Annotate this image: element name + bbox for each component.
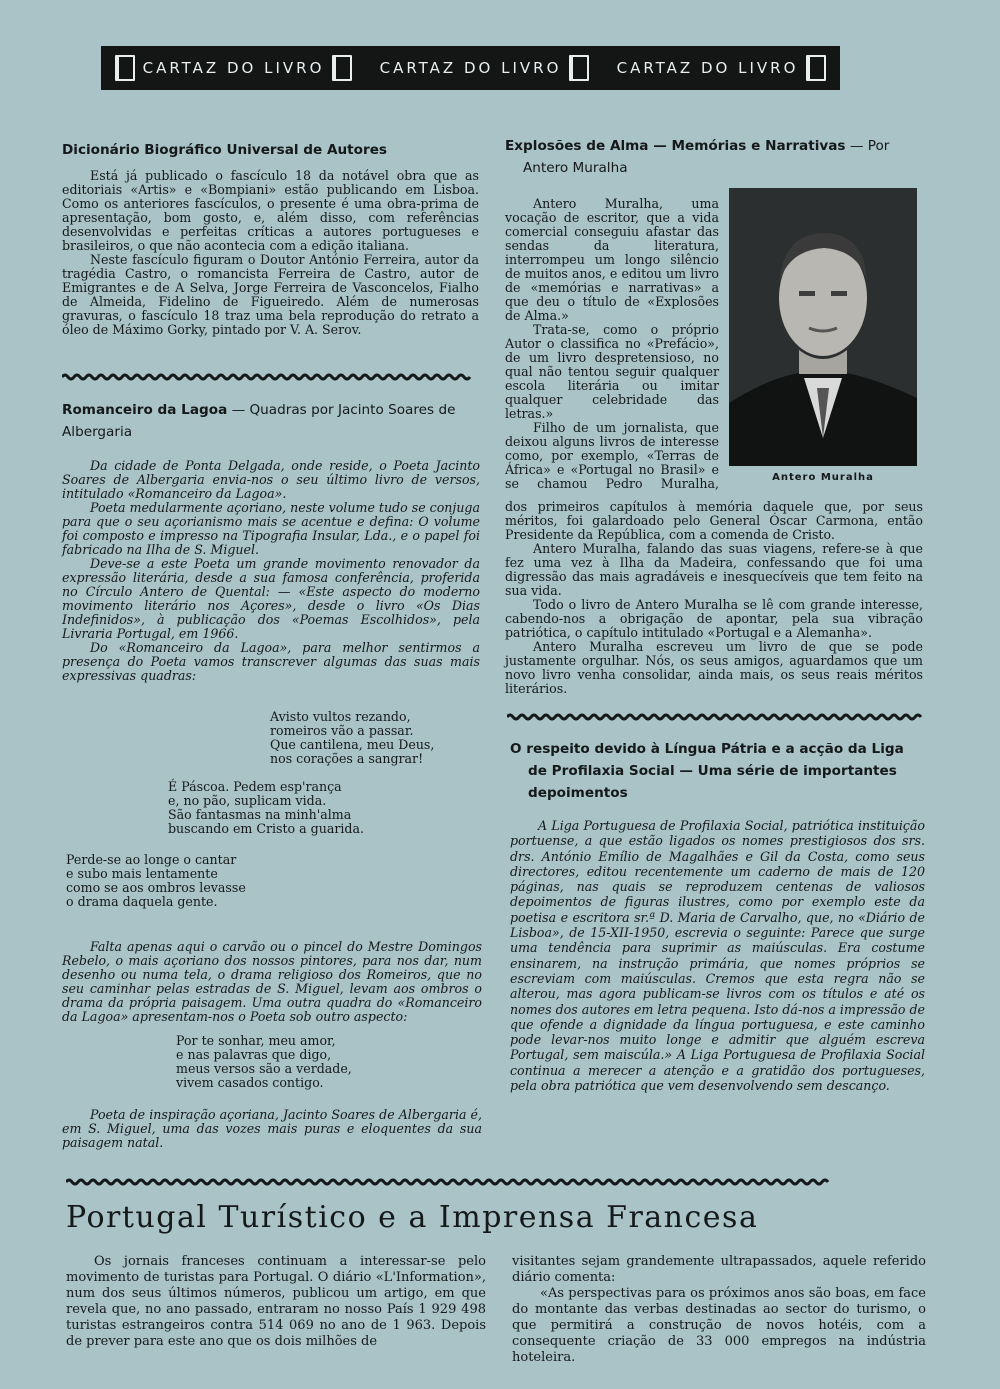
verse-line: Que cantilena, meu Deus, bbox=[270, 737, 435, 752]
book-icon bbox=[332, 55, 352, 81]
paragraph: Poeta medularmente açoriano, neste volume tudo se conjuga para que o seu açorianismo mais se acentue e defina: O volume foi composto e impresso na Tipografia Insular, Lda., e o papel foi fabricado na Ilha de S. Miguel. bbox=[62, 500, 480, 557]
romanceiro-ending bbox=[62, 1108, 482, 1150]
banner-segment bbox=[115, 55, 353, 81]
verse-line: e, no pão, suplicam vida. bbox=[168, 793, 327, 808]
photo-caption: Antero Muralha bbox=[772, 472, 874, 483]
divider-wave-wide bbox=[66, 1178, 926, 1186]
quatrain bbox=[66, 853, 246, 909]
verse-line: romeiros vão a passar. bbox=[270, 723, 414, 738]
paragraph: A Liga Portuguesa de Profilaxia Social, patriótica instituição portuense, a que estão ligados os nomes prestigiosos dos srs. drs. António Emílio de Magalhães e Gil da Costa, como seus directores, editou recentemente um caderno de mais de 120 páginas, nas quais se reproduzem centenas de valiosos depoimentos de figuras ilustres, como por exemplo este da poetisa e escritora sr.ª D. Maria de Carvalho, que, no «Diário de Lisboa», de 15-XII-1950, escrevia o seguinte: Parece que surge uma tendência para suprimir as maiúsculas. Era costume ensinarem, na instrução primária, que nomes próprios se escreviam com maiúsculas. Cremos que esta regra não se alterou, mas agora publicam-se livros com os títulos e até os nomes dos autores em letra pequena. Isto dá-nos a impressão de que ofende a dignidade da língua portuguesa, e este caminho pode levar-nos muito longe e admitir que alguém escreva Portugal, sem maiscúla.» A Liga Portuguesa de Profilaxia Social continua a merecer a atenção e a gratidão dos portugueses, pela obra patriótica que vem desenvolvendo sem descanço. bbox=[510, 818, 925, 1094]
verse-line: Avisto vultos rezando, bbox=[270, 709, 411, 724]
article-author: Antero Muralha bbox=[523, 160, 628, 176]
verse-line: Por te sonhar, meu amor, bbox=[176, 1033, 336, 1048]
verse-line: vivem casados contigo. bbox=[176, 1075, 324, 1090]
verse-line: Perde-se ao longe o cantar bbox=[66, 852, 237, 867]
paragraph: visitantes sejam grandemente ultrapassados, aquele referido diário comenta: bbox=[512, 1254, 926, 1285]
section-title: Portugal Turístico e a Imprensa Francesa bbox=[66, 1200, 759, 1235]
article-title bbox=[62, 399, 480, 443]
article-romanceiro bbox=[62, 399, 480, 683]
verse-line: como se aos ombros levasse bbox=[66, 880, 246, 895]
banner-segment bbox=[617, 55, 827, 81]
verse-line: São fantasmas na minh'alma bbox=[168, 807, 352, 822]
verse-line: É Páscoa. Pedem esp'rança bbox=[168, 779, 342, 794]
title-rest: — Quadras por Jacinto Soares de Albergaria bbox=[62, 402, 456, 440]
paragraph: Está já publicado o fascículo 18 da notável obra que as editoriais «Artis» e «Bompiani» estão publicando em Lisboa. Como os anteriores fascículos, o presente é uma obra-prima de apresentação, bom gosto, e, além disso, com referências desenvolvidas e perfeitas críticas a autores portugueses e brasileiros, o que não acontecia com a edição italiana. bbox=[62, 168, 479, 253]
verse-line: meus versos são a verdade, bbox=[176, 1061, 352, 1076]
quatrain bbox=[270, 710, 434, 766]
title-rest: — Por bbox=[845, 138, 890, 154]
banner-label: CARTAZ DO LIVRO bbox=[379, 59, 562, 77]
verse-line: o drama daquela gente. bbox=[66, 894, 218, 909]
article-title bbox=[510, 738, 925, 804]
divider-wave bbox=[62, 373, 480, 381]
romanceiro-continued bbox=[62, 940, 482, 1024]
portrait-illustration bbox=[729, 188, 917, 466]
paragraph: «As perspectivas para os próximos anos são boas, em face do montante das verbas destinadas ao sector do turismo, o que permitirá a construção de novos hotéis, com a consequente criação de 33 000 empregos na indústria hoteleira. bbox=[512, 1286, 926, 1365]
banner-segment bbox=[380, 55, 590, 81]
divider-wave bbox=[507, 713, 922, 721]
verse-line: buscando em Cristo a guarida. bbox=[168, 821, 364, 836]
banner-label: CARTAZ DO LIVRO bbox=[616, 59, 799, 77]
paragraph: Antero Muralha, uma vocação de escritor, que a vida comercial conseguiu afastar das sendas da literatura, interrompeu um longo silêncio de muitos anos, e editou um livro de «memórias e narrativas» a que deu o título de «Explosões de Alma.» bbox=[505, 196, 719, 323]
title-rest: — Uma série de importantes depoimentos bbox=[528, 763, 897, 801]
banner-label: CARTAZ DO LIVRO bbox=[142, 59, 325, 77]
title-bold: Explosões de Alma — Memórias e Narrativas bbox=[505, 138, 846, 154]
paragraph: Do «Romanceiro da Lagoa», para melhor sentirmos a presença do Poeta vamos transcrever algumas das suas mais expressivas quadras: bbox=[62, 640, 480, 683]
article-explosoes-narrow bbox=[505, 197, 719, 421]
title-bold: O respeito devido à Língua Pátria e a acção da Liga de Profilaxia Social bbox=[510, 741, 904, 779]
article-respeito bbox=[510, 738, 925, 1093]
cartaz-banner bbox=[101, 46, 840, 90]
article-title: Dicionário Biográfico Universal de Autores bbox=[62, 142, 388, 158]
article-explosoes-narrow2 bbox=[505, 421, 719, 491]
title-bold: Romanceiro da Lagoa bbox=[62, 402, 228, 418]
article-dicionario bbox=[62, 139, 479, 337]
paragraph: Antero Muralha escreveu um livro de que se pode justamente orgulhar. Nós, os seus amigos, aguardamos que um novo livro venha consolidar, ainda mais, os seus reais méritos literários. bbox=[505, 639, 923, 696]
paragraph: Todo o livro de Antero Muralha se lê com grande interesse, cabendo-nos a obrigação de apontar, pela sua vibração patriótica, o capítulo intitulado «Portugal e a Alemanha». bbox=[505, 597, 923, 640]
paragraph: Deve-se a este Poeta um grande movimento renovador da expressão literária, desde a sua famosa conferência, proferida no Círculo Antero de Quental: — «Este aspecto do moderno movimento literário nos Açores», desde o livro «Os Dias Indefinidos», à publicação dos «Poemas Escolhidos», pela Livraria Portugal, em 1966. bbox=[62, 556, 480, 641]
paragraph: Falta apenas aqui o carvão ou o pincel do Mestre Domingos Rebelo, o mais açoriano dos nossos pintores, para nos dar, num desenho ou numa tela, o drama religioso dos Romeiros, que no seu caminhar pelas estradas de S. Miguel, levam aos ombros o drama da própria paisagem. Uma outra quadra do «Romanceiro da Lagoa» apresentam-nos o Poeta sob outro aspecto: bbox=[62, 939, 482, 1024]
book-icon bbox=[806, 55, 826, 81]
quatrain bbox=[176, 1034, 352, 1090]
book-icon bbox=[569, 55, 589, 81]
paragraph: Neste fascículo figuram o Doutor António Ferreira, autor da tragédia Castro, o romancista Ferreira de Castro, autor de Emigrantes e de A Selva, Jorge Ferreira de Vasconcelos, Fialho de Almeida, Fidelino de Figueiredo. Além de numerosas gravuras, o fascículo 18 traz uma bela reprodução do retrato a óleo de Máximo Gorky, pintado por V. A. Serov. bbox=[62, 252, 479, 337]
paragraph: Poeta de inspiração açoriana, Jacinto Soares de Albergaria é, em S. Miguel, uma das vozes mais puras e eloquentes da sua paisagem natal. bbox=[62, 1107, 482, 1150]
paragraph: Da cidade de Ponta Delgada, onde reside, o Poeta Jacinto Soares de Albergaria envia-nos o seu último livro de versos, intitulado «Romanceiro da Lagoa». bbox=[62, 458, 480, 501]
paragraph: Antero Muralha, falando das suas viagens, refere-se à que fez uma vez à Ilha da Madeira, confessando que foi uma digressão das mais agradáveis e inesquecíveis que tem feito na sua vida. bbox=[505, 541, 923, 598]
article-title bbox=[505, 135, 920, 157]
paragraph-continuation: dos primeiros capítulos à memória daquele que, por seus méritos, foi galardoado pelo General Óscar Carmona, então Presidente da República, com a comenda de Cristo. bbox=[505, 500, 923, 542]
paragraph: Filho de um jornalista, que deixou alguns livros de interesse como, por exemplo, «Terras de África» e «Portugal no Brasil» e se chamou Pedro Muralha, bbox=[505, 421, 719, 491]
verse-line: e nas palavras que digo, bbox=[176, 1047, 332, 1062]
book-icon bbox=[115, 55, 135, 81]
verse-line: e subo mais lentamente bbox=[66, 866, 218, 881]
portrait-photo bbox=[729, 188, 917, 466]
turistico-right bbox=[512, 1254, 926, 1366]
article-explosoes-title bbox=[505, 135, 920, 179]
article-explosoes-wide bbox=[505, 500, 923, 696]
turistico-left bbox=[66, 1254, 486, 1350]
verse-line: nos corações a sangrar! bbox=[270, 751, 424, 766]
paragraph: Os jornais franceses continuam a interessar-se pelo movimento de turistas para Portugal. O diário «L'Information», num dos seus últimos números, publicou um artigo, em que revela que, no ano passado, entraram no nosso País 1 929 498 turistas estrangeiros contra 514 069 no ano de 1 963. Depois de prever para este ano que os dois milhões de bbox=[66, 1254, 486, 1349]
paragraph: Trata-se, como o próprio Autor o classifica no «Prefácio», de um livro despretensioso, no qual não tentou seguir qualquer escola literária ou imitar qualquer celebridade das letras.» bbox=[505, 322, 719, 421]
quatrain bbox=[168, 780, 364, 836]
